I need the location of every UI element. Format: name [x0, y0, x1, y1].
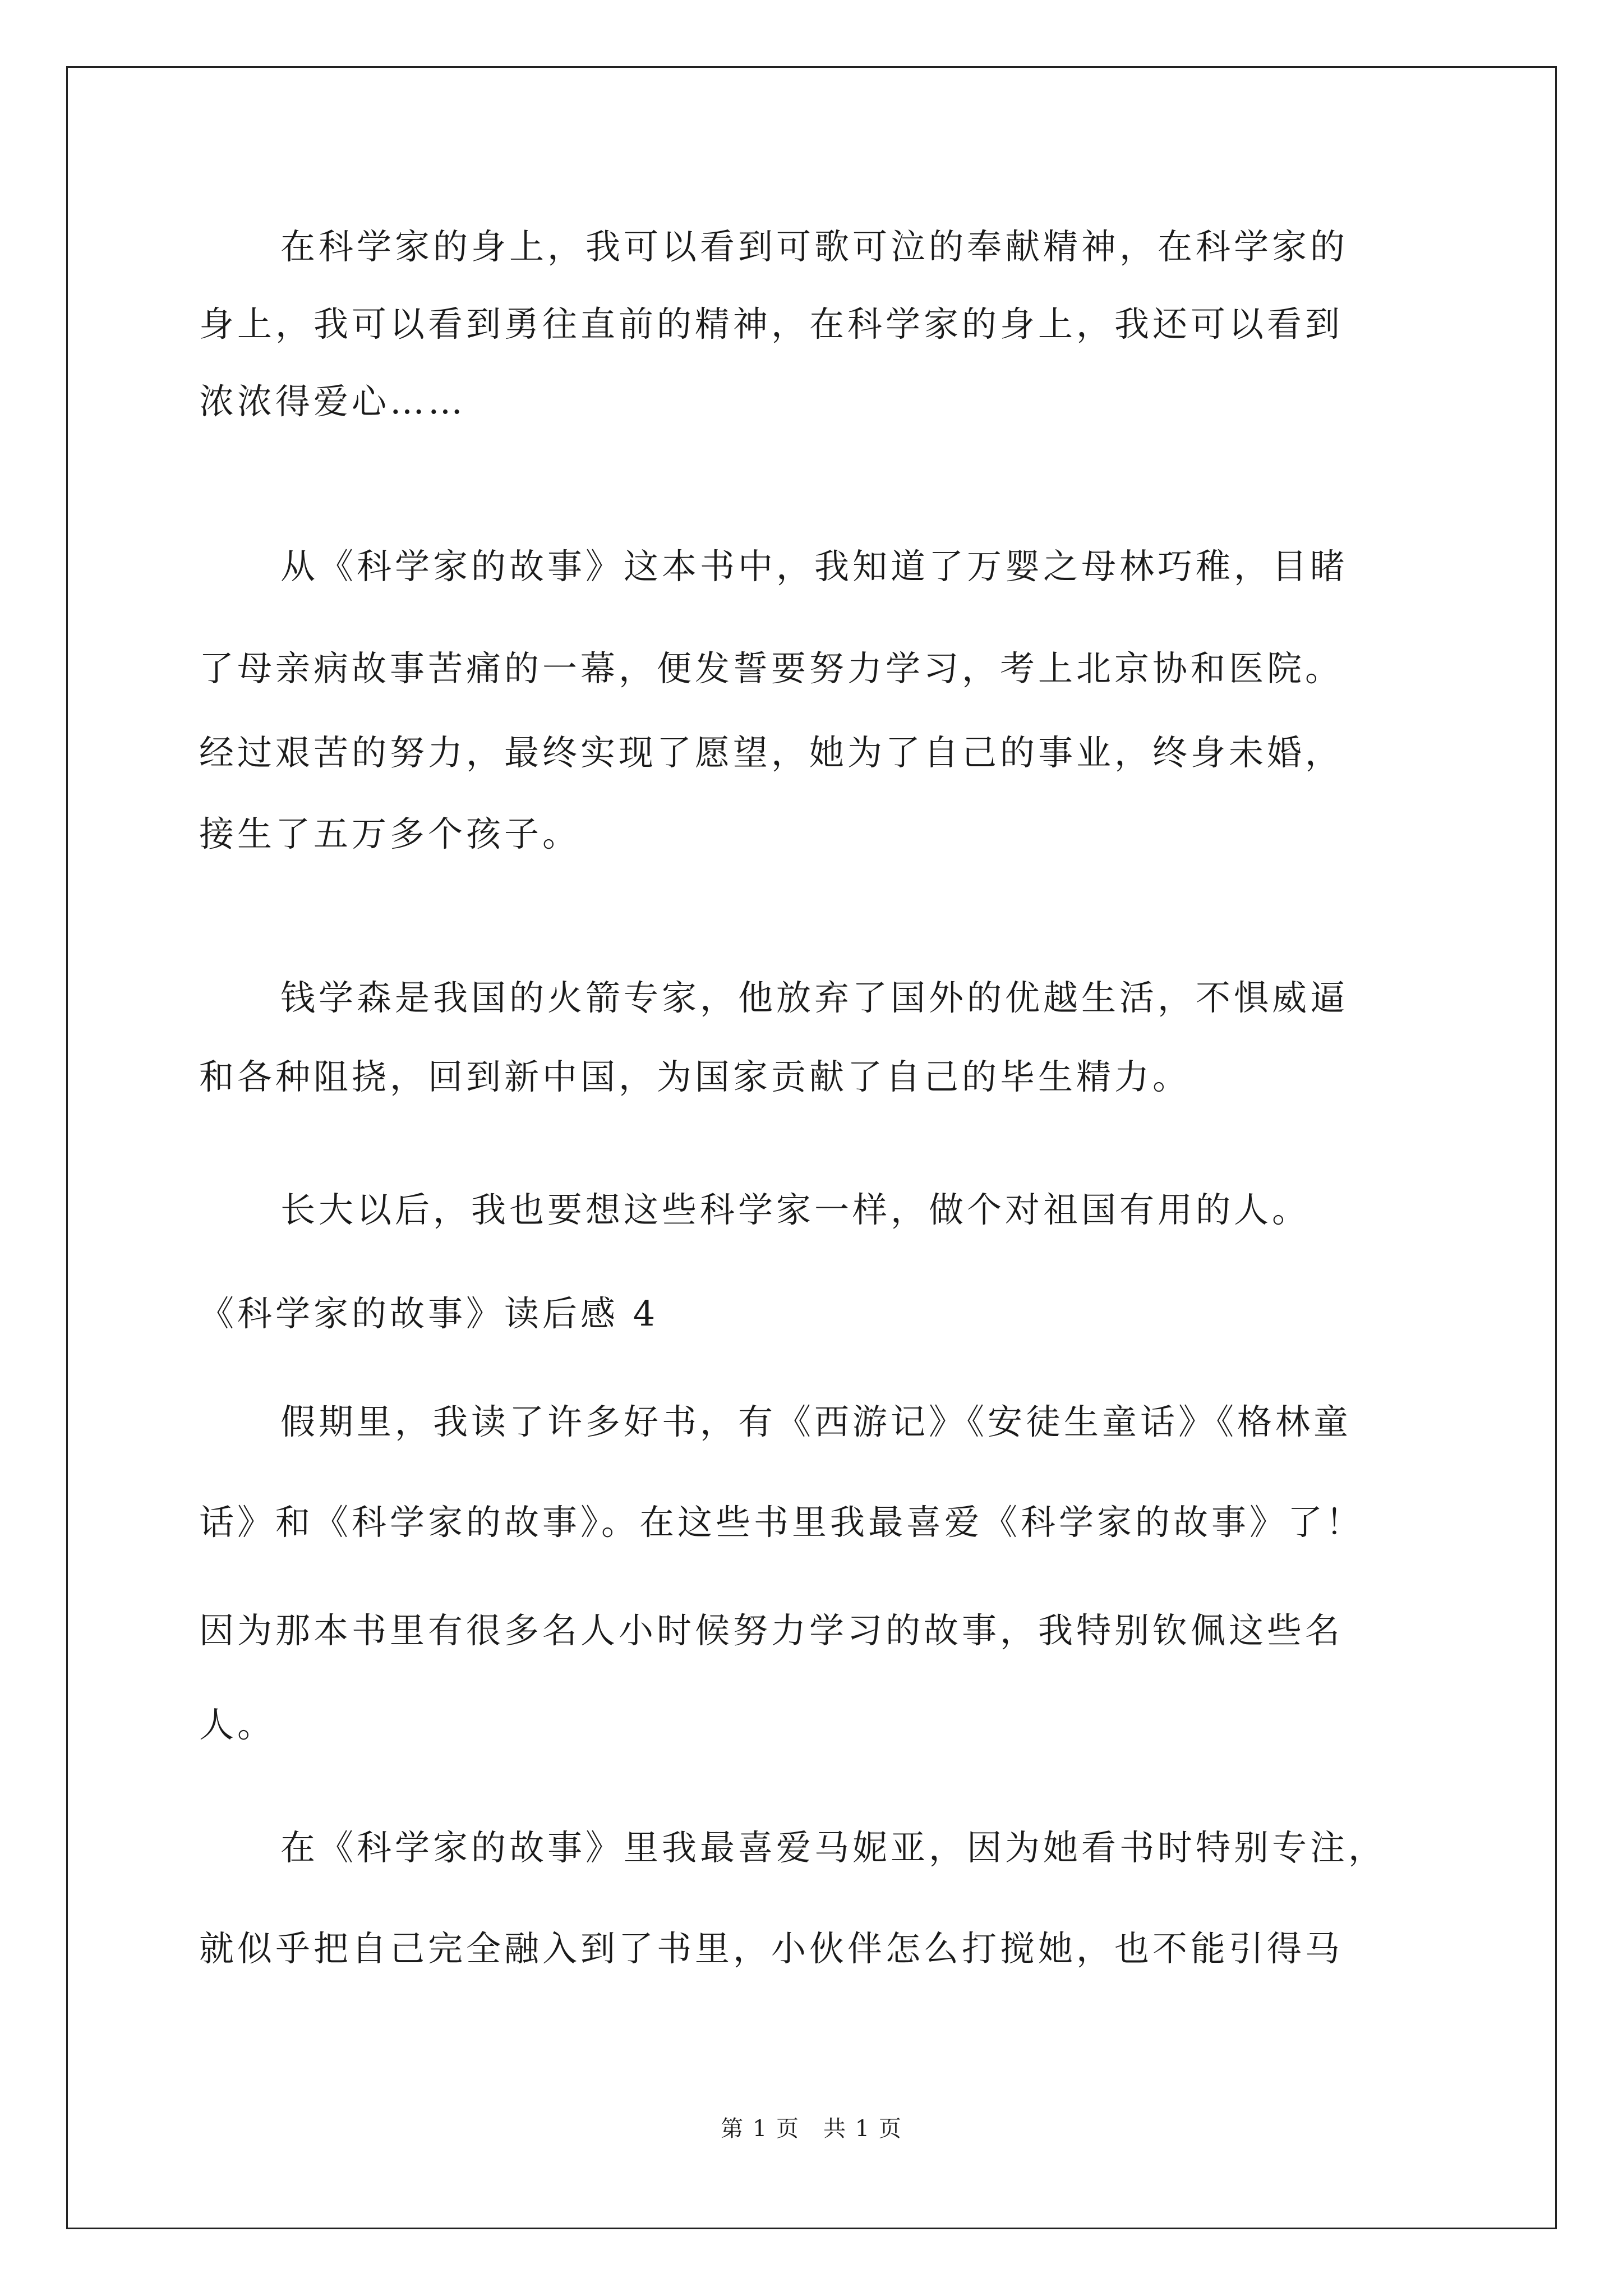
paragraph-5-line-3: 因为那本书里有很多名人小时候努力学习的故事，我特别钦佩这些名	[199, 1610, 1344, 1651]
page-number: 第 1 页 共 1 页	[721, 2116, 902, 2142]
paragraph-2-line-1: 从《科学家的故事》这本书中，我知道了万婴之母林巧稚，目睹	[280, 546, 1349, 587]
paragraph-4-line-1: 长大以后，我也要想这些科学家一样，做个对祖国有用的人。	[280, 1189, 1311, 1230]
paragraph-6-line-1: 在《科学家的故事》里我最喜爱马妮亚，因为她看书时特别专注，	[280, 1827, 1387, 1868]
paragraph-2-line-3: 经过艰苦的努力，最终实现了愿望，她为了自己的事业，终身未婚，	[199, 732, 1344, 773]
paragraph-3-line-1: 钱学森是我国的火箭专家，他放弃了国外的优越生活，不惧威逼	[280, 977, 1349, 1018]
paragraph-2-line-4: 接生了五万多个孩子。	[199, 813, 581, 854]
paragraph-5-line-1: 假期里，我读了许多好书，有《西游记》《安徒生童话》《格林童	[280, 1401, 1352, 1442]
paragraph-5-line-4: 人。	[199, 1704, 276, 1745]
section-heading: 《科学家的故事》读后感 4	[199, 1293, 659, 1334]
paragraph-2-line-2: 了母亲病故事苦痛的一幕，便发誓要努力学习，考上北京协和医院。	[199, 648, 1344, 689]
paragraph-1-line-2: 身上，我可以看到勇往直前的精神，在科学家的身上，我还可以看到	[199, 303, 1344, 344]
paragraph-6-line-2: 就似乎把自己完全融入到了书里，小伙伴怎么打搅她，也不能引得马	[199, 1928, 1344, 1969]
paragraph-1-line-3: 浓浓得爱心……	[199, 381, 467, 422]
paragraph-1-line-1: 在科学家的身上，我可以看到可歌可泣的奉献精神，在科学家的	[280, 226, 1349, 267]
paragraph-3-line-2: 和各种阻挠，回到新中国，为国家贡献了自己的毕生精力。	[199, 1056, 1191, 1097]
paragraph-5-line-2: 话》和《科学家的故事》。在这些书里我最喜爱《科学家的故事》了！	[199, 1502, 1364, 1543]
